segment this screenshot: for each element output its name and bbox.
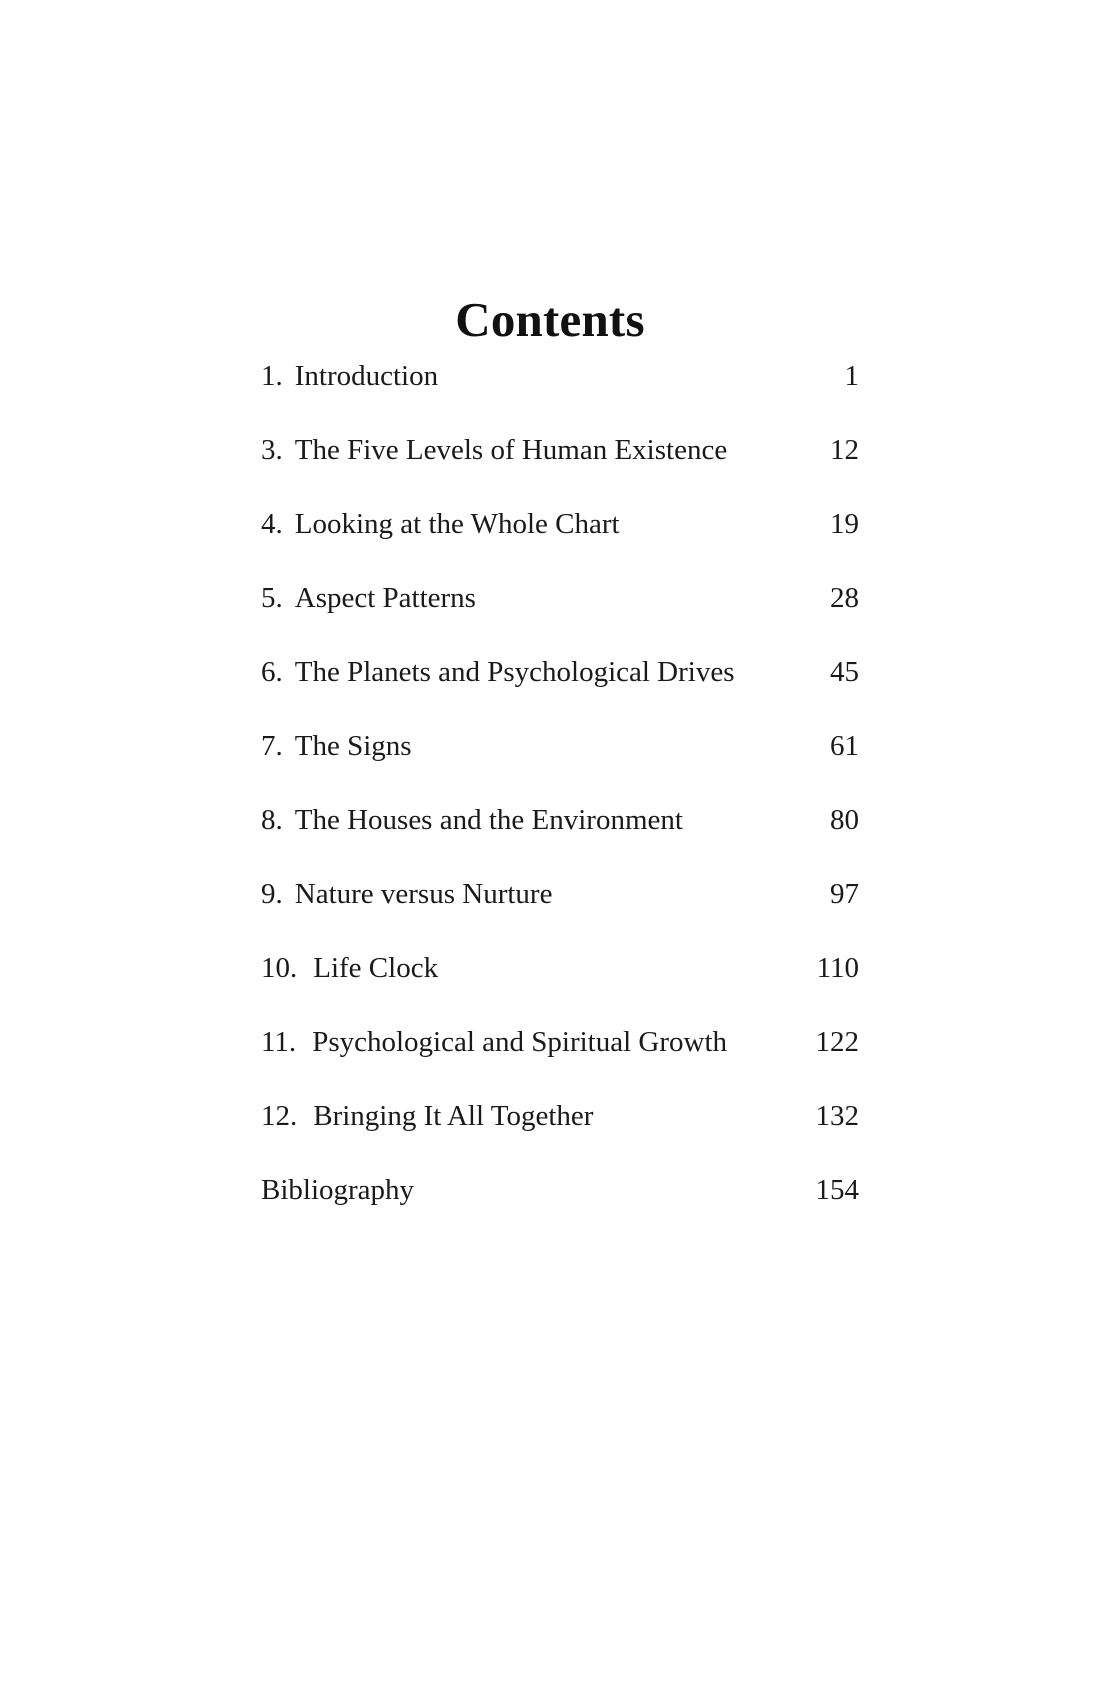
toc-entry-title: Nature versus Nurture bbox=[294, 878, 553, 910]
toc-entry-title: Aspect Patterns bbox=[294, 582, 476, 614]
toc-entry-label bbox=[261, 730, 412, 763]
toc-entry-title: Introduction bbox=[294, 360, 439, 392]
toc-entry-title: Bringing It All Together bbox=[313, 1100, 594, 1132]
toc-entry-number: 8. bbox=[261, 804, 283, 836]
toc-entry-number: 4. bbox=[261, 508, 283, 540]
toc-entry-number: 7. bbox=[261, 730, 283, 762]
toc-entry bbox=[261, 434, 859, 508]
toc-entry-number: 9. bbox=[261, 878, 283, 910]
toc-entry-title: Psychological and Spiritual Growth bbox=[312, 1026, 727, 1058]
toc-entry-label bbox=[261, 1174, 414, 1207]
toc-entry-page: 61 bbox=[830, 730, 859, 762]
toc-entry-page: 132 bbox=[815, 1100, 859, 1132]
toc-entry bbox=[261, 656, 859, 730]
toc-entry-label bbox=[261, 360, 438, 393]
toc-entry bbox=[261, 804, 859, 878]
toc-entry-page: 97 bbox=[830, 878, 859, 910]
toc-entry bbox=[261, 508, 859, 582]
toc-entry-page: 19 bbox=[830, 508, 859, 540]
toc-entry bbox=[261, 1174, 859, 1248]
toc-entry-label bbox=[261, 656, 735, 689]
toc-entry-title: The Signs bbox=[294, 730, 412, 762]
toc-entry bbox=[261, 1026, 859, 1100]
toc-entry-title: Bibliography bbox=[261, 1174, 415, 1206]
toc-entry-number: 11. bbox=[261, 1026, 297, 1058]
toc-entry-title: Looking at the Whole Chart bbox=[294, 508, 620, 540]
toc-entry-page: 12 bbox=[830, 434, 859, 466]
page-title: Contents bbox=[455, 291, 645, 347]
toc-entry-number: 6. bbox=[261, 656, 283, 688]
toc-entry bbox=[261, 730, 859, 804]
toc-entry bbox=[261, 360, 859, 434]
toc-entry-page: 154 bbox=[815, 1174, 859, 1206]
toc-entry bbox=[261, 582, 859, 656]
toc-entry-label bbox=[261, 1100, 593, 1133]
toc-entry-label bbox=[261, 1026, 727, 1059]
toc-entry-title: Life Clock bbox=[313, 952, 439, 984]
toc-entry-label bbox=[261, 582, 476, 615]
toc-entry-number: 1. bbox=[261, 360, 283, 392]
toc-entry-page: 1 bbox=[844, 360, 859, 392]
toc-entry bbox=[261, 878, 859, 952]
toc-entry-label bbox=[261, 508, 620, 541]
toc-entry-page: 80 bbox=[830, 804, 859, 836]
toc-entry-label bbox=[261, 434, 727, 467]
toc-entry-page: 28 bbox=[830, 582, 859, 614]
toc-entry-label bbox=[261, 804, 683, 837]
toc-entry-title: The Planets and Psychological Drives bbox=[294, 656, 735, 688]
toc-entry-label bbox=[261, 952, 438, 985]
toc-entry-page: 45 bbox=[830, 656, 859, 688]
toc-entry bbox=[261, 1100, 859, 1174]
toc-entry-number: 3. bbox=[261, 434, 283, 466]
toc-entry-label bbox=[261, 878, 552, 911]
toc-entry-title: The Five Levels of Human Existence bbox=[294, 434, 728, 466]
toc-entry-number: 10. bbox=[261, 952, 298, 984]
toc-entry-number: 5. bbox=[261, 582, 283, 614]
toc-entry-page: 110 bbox=[816, 952, 859, 984]
toc-entry-title: The Houses and the Environment bbox=[294, 804, 683, 836]
toc-entry bbox=[261, 952, 859, 1026]
toc-entry-number: 12. bbox=[261, 1100, 298, 1132]
toc-entry-page: 122 bbox=[815, 1026, 859, 1058]
table-of-contents bbox=[261, 360, 859, 1248]
